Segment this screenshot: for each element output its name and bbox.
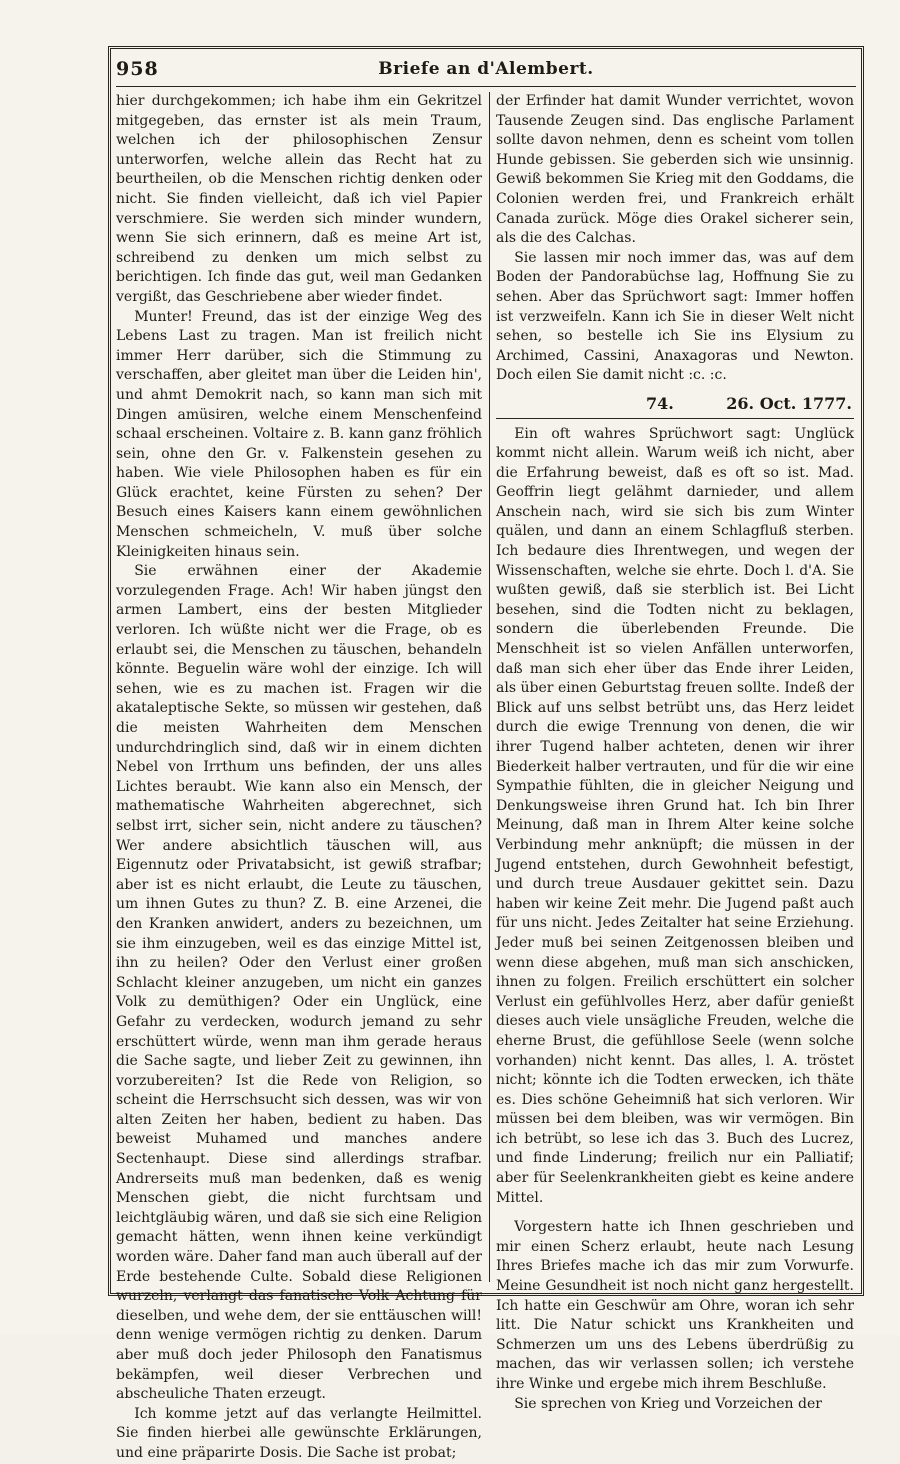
- letter-heading: [496, 394, 854, 414]
- column-divider: [489, 92, 490, 1282]
- paragraph: Munter! Freund, das ist der einzige Weg des Lebens Last zu tragen. Man ist freilich nicht immer Herr darüber, sich die Stimmung zu verschaffen, aber gleitet man über die Leiden hin', und ahmt Demokrit nach, so kann man sich mit Dingen amüsiren, welche einem Menschenfeind schaal erscheinen. Voltaire z. B. kann ganz fröhlich sein, ohne den Gr. v. Falkenstein gesehen zu haben. Wie viele Philosophen haben es für ein Glück erachtet, keine Fürsten zu sehen? Der Besuch eines Kaisers kann einem gewöhnlichen Menschen schmeicheln, V. muß über solche Kleinigkeiten hinaus sein.: [116, 308, 482, 560]
- paragraph: Ich komme jetzt auf das verlangte Heilmittel. Sie finden hierbei alle gewünschte Erklärungen, und eine präparirte Dosis. Die Sache ist probat;: [116, 1405, 482, 1461]
- paragraph: der Erfinder hat damit Wunder verrichtet, wovon Tausende Zeugen sind. Das englische Parlament sollte davon nehmen, denn es scheint vom tollen Hunde gebissen. Sie geberden sich wie unsinnig. Gewiß bekommen Sie Krieg mit den Goddams, die Colonien werden frei, und Frankreich erhält Canada zurück. Möge dies Orakel sicherer sein, als die des Calchas.: [496, 93, 854, 247]
- page-header: [116, 52, 856, 87]
- paragraph: Sie sprechen von Krieg und Vorzeichen der: [514, 1395, 822, 1412]
- paragraph: Sie erwähnen einer der Akademie vorzulegenden Frage. Ach! Wir haben jüngst den armen Lambert, eins der besten Mitglieder verloren. Ich wüßte nicht wer die Frage, ob es erlaubt sei, die Menschen zu täuschen, behandeln könnte. Beguelin wäre wohl der einzige. Ich will sehen, wie es zu machen ist. Fragen wir die akataleptische Sekte, so müssen wir gestehen, daß die meisten Wahrheiten dem Menschen undurchdringlich sind, daß wir in einem dichten Nebel von Irrthum uns befinden, der uns alles Lichtes beraubt. Wie kann also ein Mensch, der mathematische Wahrheiten abgerechnet, sich selbst irrt, sicher sein, nicht andere zu täuschen? Wer andere absichtlich täuschen will, aus Eigennutz oder Privatabsicht, ist gewiß strafbar; aber ist es nicht erlaubt, die Leute zu täuschen, um ihnen Gutes zu thun? Z. B. eine Arzenei, die den Kranken anwidert, anders zu bezeichnen, um sie ihm einzugeben, weil es das einzige Mittel ist, ihn zu heilen? Oder den Verlust einer großen Schlacht kleiner anzugeben, um nicht ein ganzes Volk zu demüthigen? Oder ein Unglück, eine Gefahr zu verdecken, wodurch jemand zu sehr erschüttert würde, wenn man ihm gerade heraus die Sache sagte, und lieber Zeit zu gewinnen, ihn vorzubereiten? Ist die Rede von Religion, so scheint die Herrschsucht sich dessen, was wir von alten Zeiten her haben, bedient zu haben. Das beweist Muhamed und manches andere Sectenhaupt. Diese sind allerdings strafbar. Andrerseits muß man bedenken, daß es wenig Menschen giebt, die nicht furchtsam und leichtgläubig wären, und daß sie sich eine Religion gemacht hätten, wenn ihnen keine verkündigt worden wäre. Daher fand man auch überall auf der Erde bestehende Culte. Sobald diese Religionen wurzeln, verlangt das fanatische Volk Achtung für dieselben, und wehe dem, der sie enttäuschen will! denn wenige vermögen richtig zu denken. Darum aber muß doch jeder Philosoph den Fanatismus bekämpfen, weil dieser Verbrechen und abscheuliche Thaten erzeugt.: [116, 563, 482, 1403]
- paragraph-gap: [496, 1208, 854, 1218]
- letter-rule: [496, 418, 854, 419]
- letter-number: 74.: [646, 393, 674, 413]
- paragraph: Vorgestern hatte ich Ihnen geschrieben und mir einen Scherz erlaubt, heute nach Lesung Ihres Briefes mache ich das mir zum Vorwurfe. Meine Gesundheit ist noch nicht ganz hergestellt. Ich hatte ein Geschwür am Ohre, woran ich sehr litt. Die Natur schickt uns Krankheiten und Schmerzen um uns des Lebens überdrüßig zu machen, das wir verlassen sollen; ich verstehe ihre Winke und ergebe mich ihrem Beschluße.: [496, 1219, 854, 1392]
- page-number: 958: [116, 58, 159, 80]
- left-column: [116, 92, 482, 1464]
- paragraph: Ein oft wahres Sprüchwort sagt: Unglück kommt nicht allein. Warum weiß ich nicht, aber die Erfahrung beweist, daß es oft so ist. Mad. Geoffrin liegt gelähmt darnieder, und allem Anschein nach, wird sie sich bis zum Winter quälen, und dann an einem Schlagfluß sterben. Ich bedaure dies Ihrentwegen, und wegen der Wissenschaften, welche sie ehrte. Doch l. d'A. Sie wußten gewiß, daß sie sterblich ist. Bei Licht besehen, sind die Todten nicht zu beklagen, sondern die überlebenden Freunde. Die Menschheit ist so vielen Anfällen unterworfen, daß man sich eher über das Ende ihrer Leiden, als über einen Geburtstag freuen sollte. Indeß der Blick auf uns selbst betrübt uns, das Herz leidet durch die ewige Trennung von denen, die wir ihrer Tugend halber achteten, denen wir ihrer Biederkeit halber vertrauten, und für die wir eine Sympathie fühlten, die in gleicher Neigung und Denkungsweise ihren Grund hat. Ich bin Ihrer Meinung, daß man in Ihrem Alter keine solche Verbindung mehr anknüpft; die müssen in der Jugend entstehen, durch Gewohnheit befestigt, und durch treue Ausdauer gekittet sein. Dazu haben wir keine Zeit mehr. Die Jugend paßt auch für uns nicht. Jedes Zeitalter hat seine Erziehung. Jeder muß bei seinen Zeitgenossen bleiben und wenn diese abgehen, muß man sich anschicken, ihnen zu folgen. Freilich erschüttert ein solcher Verlust ein gefühlvolles Herz, aber dafür genießt dieses auch viele unsägliche Freuden, welche die eherne Brust, die gefühllose Seele (wenn solche vorhanden) nicht kennt. Das alles, l. A. tröstet nicht; könnte ich die Todten erwecken, ich thäte es. Dies schöne Geheimniß hat sich verloren. Wir müssen bei dem bleiben, was wir vermögen. Bin ich betrübt, so lese ich das 3. Buch des Lucrez, und finde Linderung; freilich nur ein Palliatif; aber für Seelenkrankheiten giebt es keine andere Mittel.: [496, 425, 854, 1206]
- letter-date: 26. Oct. 1777.: [726, 393, 852, 413]
- paragraph: hier durchgekommen; ich habe ihm ein Gekritzel mitgegeben, das ernster ist als mein Traum, welchen ich der philosophischen Zensur unterworfen, welche allein das Recht hat zu beurtheilen, ob die Menschen richtig denken oder nicht. Sie finden vielleicht, daß ich viel Papier verschmiere. Sie werden sich minder wundern, wenn Sie sich erinnern, daß es meine Art ist, schreibend zu denken um mich selbst zu berichtigen. Ich finde das gut, weil man Gedanken vergißt, das Geschriebene aber wieder findet.: [116, 93, 482, 305]
- right-column: [496, 92, 854, 1414]
- paragraph: Sie lassen mir noch immer das, was auf dem Boden der Pandorabüchse lag, Hoffnung Sie zu sehen. Aber das Sprüchwort sagt: Immer hoffen ist verzweifeln. Kann ich Sie in dieser Welt nicht sehen, so bestelle ich Sie ins Elysium zu Archimed, Cassini, Anaxagoras und Newton. Doch eilen Sie damit nicht :c. :c.: [496, 249, 854, 384]
- running-title: Briefe an d'Alembert.: [378, 59, 594, 79]
